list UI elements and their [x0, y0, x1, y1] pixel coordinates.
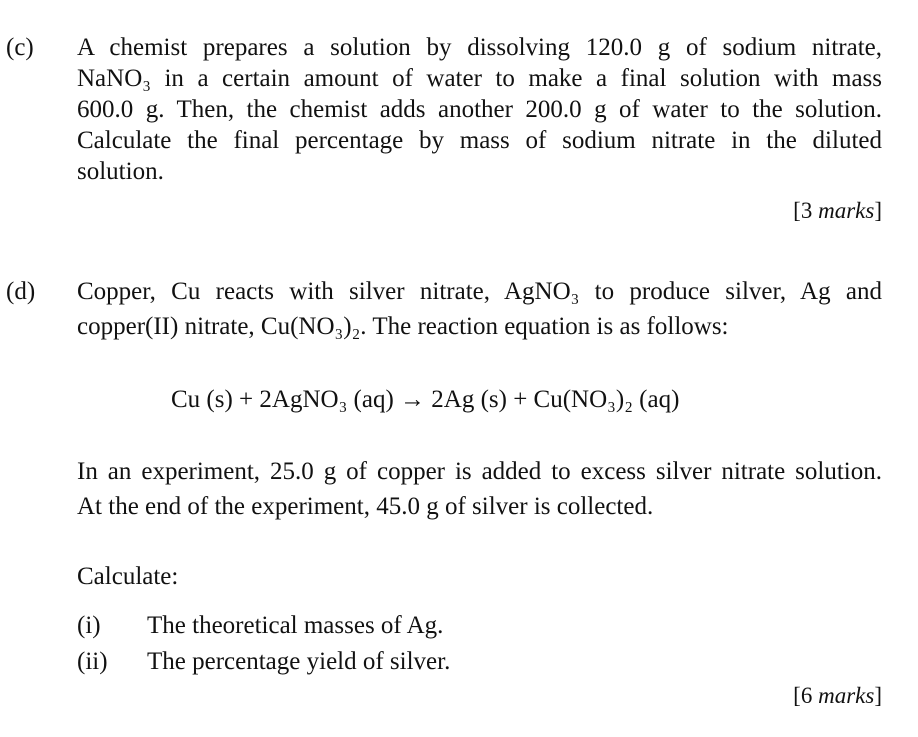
subpart-i-text: The theoretical masses of Ag. — [147, 612, 444, 639]
question-c-label: (c) — [6, 34, 34, 61]
question-c-line-4: Calculate the final percentage by mass of sodium nitrate in the diluted — [77, 127, 882, 154]
calculate-heading: Calculate: — [77, 563, 179, 590]
question-d-line-1: Copper, Cu reacts with silver nitrate, AgNO₃ to produce silver, Ag and — [77, 278, 882, 305]
question-c-line-1: A chemist prepares a solution by dissolving 120.0 g of sodium nitrate, — [77, 34, 882, 61]
question-c-marks: [3 marks] — [793, 198, 882, 223]
question-d-label: (d) — [6, 278, 36, 305]
question-c-line-5: solution. — [77, 158, 164, 185]
reaction-equation: Cu (s) + 2AgNO₃ (aq) → 2Ag (s) + Cu(NO₃)₂ (aq) — [171, 386, 680, 413]
question-d-marks: [6 marks] — [793, 683, 882, 708]
question-c-line-3: 600.0 g. Then, the chemist adds another 200.0 g of water to the solution. — [77, 96, 882, 123]
experiment-line-1: In an experiment, 25.0 g of copper is added to excess silver nitrate solution. — [77, 458, 882, 485]
subpart-i-label: (i) — [77, 612, 101, 639]
subpart-ii-text: The percentage yield of silver. — [147, 648, 451, 675]
experiment-line-2: At the end of the experiment, 45.0 g of silver is collected. — [77, 493, 654, 520]
question-d-line-2: copper(II) nitrate, Cu(NO₃)₂. The reaction equation is as follows: — [77, 313, 729, 340]
subpart-ii-label: (ii) — [77, 648, 108, 675]
question-c-line-2: NaNO₃ in a certain amount of water to make a final solution with mass — [77, 65, 882, 92]
